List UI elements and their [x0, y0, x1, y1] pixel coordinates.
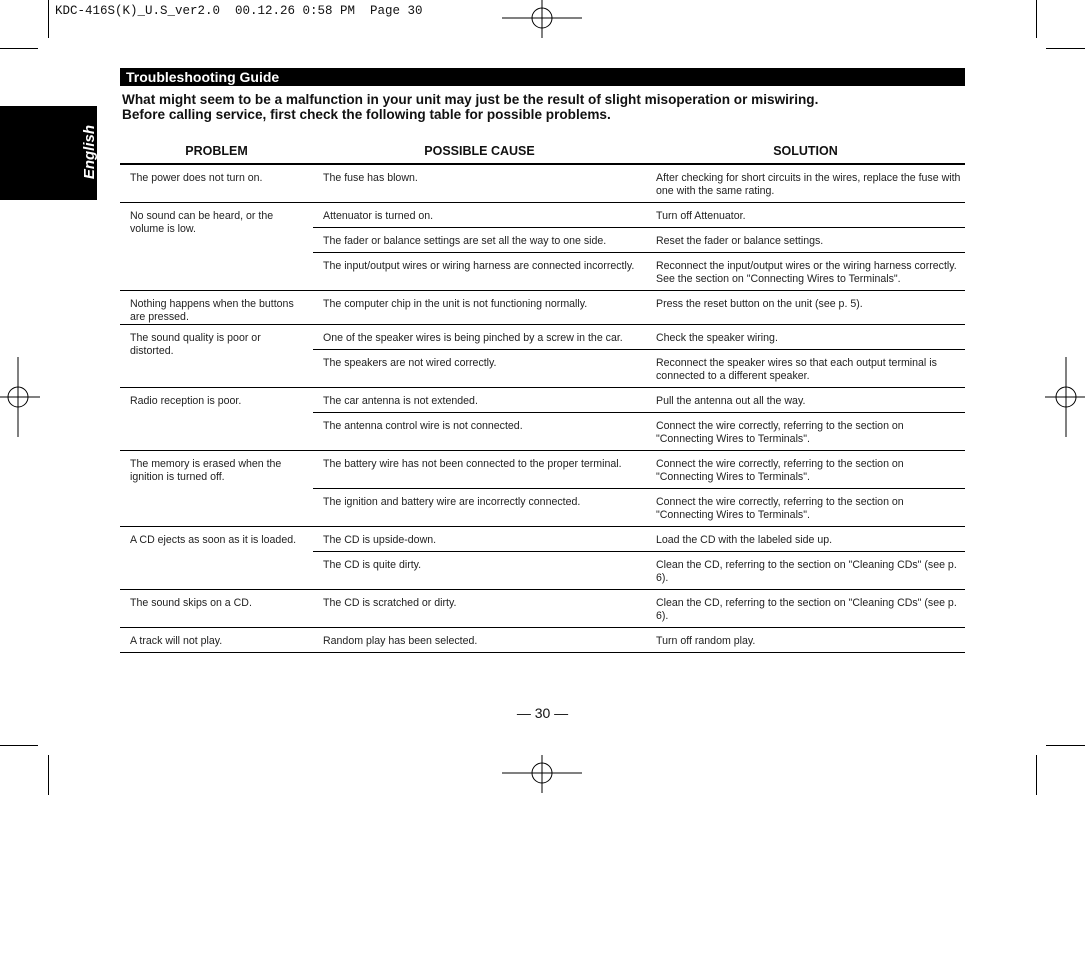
- solution-cell: Turn off Attenuator.: [656, 210, 746, 222]
- cause-cell: The car antenna is not extended.: [323, 395, 478, 407]
- crop-mark: [1046, 745, 1085, 746]
- table-row: [313, 412, 965, 450]
- cause-cell: The fuse has blown.: [323, 172, 418, 184]
- cause-solution-rows: [313, 325, 965, 387]
- solution-cell: Connect the wire correctly, referring to the section on "Connecting Wires to Terminals".: [656, 458, 904, 483]
- cause-cell: The ignition and battery wire are incorrectly connected.: [323, 496, 581, 508]
- solution-cell: Reconnect the speaker wires so that each output terminal is connected to a different speaker.: [656, 357, 937, 382]
- problem-cell: The sound skips on a CD.: [130, 597, 252, 609]
- cause-cell: The speakers are not wired correctly.: [323, 357, 497, 369]
- cause-cell: Attenuator is turned on.: [323, 210, 434, 222]
- cause-solution-rows: [313, 291, 965, 324]
- crop-mark: [48, 755, 49, 795]
- cause-cell: The antenna control wire is not connected.: [323, 420, 523, 432]
- crop-mark: [1046, 48, 1085, 49]
- problem-group: [120, 291, 965, 325]
- problem-cell: Radio reception is poor.: [130, 395, 242, 407]
- cause-solution-rows: [313, 590, 965, 627]
- solution-cell: Check the speaker wiring.: [656, 332, 778, 344]
- table-row: [313, 203, 965, 227]
- solution-cell: Connect the wire correctly, referring to the section on "Connecting Wires to Terminals".: [656, 496, 904, 521]
- problem-group: [120, 590, 965, 628]
- crop-mark: [1036, 0, 1037, 38]
- cause-cell: The CD is scratched or dirty.: [323, 597, 457, 609]
- page-number: — 30 —: [516, 705, 569, 721]
- table-header: [120, 139, 965, 165]
- cause-cell: The computer chip in the unit is not functioning normally.: [323, 298, 588, 310]
- registration-mark-bottom: [502, 755, 582, 795]
- problem-cell: The power does not turn on.: [130, 172, 263, 184]
- solution-cell: Pull the antenna out all the way.: [656, 395, 806, 407]
- table-row: [313, 451, 965, 488]
- table-row: [313, 551, 965, 589]
- cause-cell: The CD is quite dirty.: [323, 559, 422, 571]
- language-tab: [0, 106, 97, 200]
- crop-mark: [0, 745, 38, 746]
- cause-solution-rows: [313, 527, 965, 589]
- table-row: [313, 527, 965, 551]
- cause-cell: The battery wire has not been connected to the proper terminal.: [323, 458, 622, 470]
- solution-cell: Press the reset button on the unit (see p. 5).: [656, 298, 863, 310]
- cause-solution-rows: [313, 451, 965, 526]
- cause-cell: Random play has been selected.: [323, 635, 478, 647]
- header-possible-cause: POSSIBLE CAUSE: [424, 144, 535, 158]
- table-row: [313, 252, 965, 290]
- solution-cell: Clean the CD, referring to the section on "Cleaning CDs" (see p. 6).: [656, 597, 957, 622]
- cause-solution-rows: [313, 165, 965, 202]
- crop-mark: [1036, 755, 1037, 795]
- language-tab-label: English: [81, 125, 98, 180]
- registration-mark-left: [0, 357, 40, 437]
- problem-group: [120, 165, 965, 203]
- table-row: [313, 590, 965, 627]
- cause-solution-rows: [313, 628, 965, 652]
- problem-group: [120, 388, 965, 451]
- problem-cell: Nothing happens when the buttons are pressed.: [130, 298, 294, 323]
- header-solution: SOLUTION: [773, 144, 838, 158]
- problem-cell: No sound can be heard, or the volume is low.: [130, 210, 274, 235]
- table-row: [313, 349, 965, 387]
- solution-cell: Reconnect the input/output wires or the wiring harness correctly. See the section on "Connecting Wires to Terminals".: [656, 260, 957, 285]
- problem-group: [120, 628, 965, 653]
- print-header: KDC-416S(K)_U.S_ver2.0 00.12.26 0:58 PM Page 30: [55, 4, 423, 18]
- table-row: [313, 291, 965, 315]
- table-row: [313, 325, 965, 349]
- problem-group: [120, 203, 965, 291]
- crop-mark: [48, 0, 49, 38]
- table-row: [313, 165, 965, 202]
- problem-cell: A track will not play.: [130, 635, 223, 647]
- registration-mark-right: [1045, 357, 1085, 437]
- solution-cell: Clean the CD, referring to the section on "Cleaning CDs" (see p. 6).: [656, 559, 957, 584]
- solution-cell: Turn off random play.: [656, 635, 756, 647]
- problem-group: [120, 527, 965, 590]
- intro-line-1: What might seem to be a malfunction in your unit may just be the result of slight misoperation or miswiring.: [122, 92, 819, 107]
- problem-cell: The sound quality is poor or distorted.: [130, 332, 261, 357]
- table-row: [313, 227, 965, 252]
- cause-cell: The input/output wires or wiring harness are connected incorrectly.: [323, 260, 635, 272]
- table-row: [313, 388, 965, 412]
- solution-cell: Load the CD with the labeled side up.: [656, 534, 833, 546]
- intro-line-2: Before calling service, first check the following table for possible problems.: [122, 106, 611, 122]
- solution-cell: After checking for short circuits in the wires, replace the fuse with one with the same rating.: [656, 172, 961, 197]
- troubleshooting-table: [120, 139, 965, 653]
- intro-text: [122, 93, 967, 122]
- registration-mark-top: [502, 0, 582, 40]
- cause-solution-rows: [313, 388, 965, 450]
- cause-solution-rows: [313, 203, 965, 290]
- crop-mark: [0, 48, 38, 49]
- header-problem: PROBLEM: [185, 144, 248, 158]
- cause-cell: The fader or balance settings are set all the way to one side.: [323, 235, 607, 247]
- solution-cell: Connect the wire correctly, referring to the section on "Connecting Wires to Terminals".: [656, 420, 904, 445]
- table-row: [313, 628, 965, 652]
- cause-cell: The CD is upside-down.: [323, 534, 437, 546]
- problem-cell: A CD ejects as soon as it is loaded.: [130, 534, 297, 546]
- cause-cell: One of the speaker wires is being pinched by a screw in the car.: [323, 332, 623, 344]
- table-row: [313, 488, 965, 526]
- problem-cell: The memory is erased when the ignition is turned off.: [130, 458, 282, 483]
- problem-group: [120, 325, 965, 388]
- solution-cell: Reset the fader or balance settings.: [656, 235, 824, 247]
- table-body: [120, 165, 965, 653]
- section-title: Troubleshooting Guide: [120, 68, 965, 86]
- problem-group: [120, 451, 965, 527]
